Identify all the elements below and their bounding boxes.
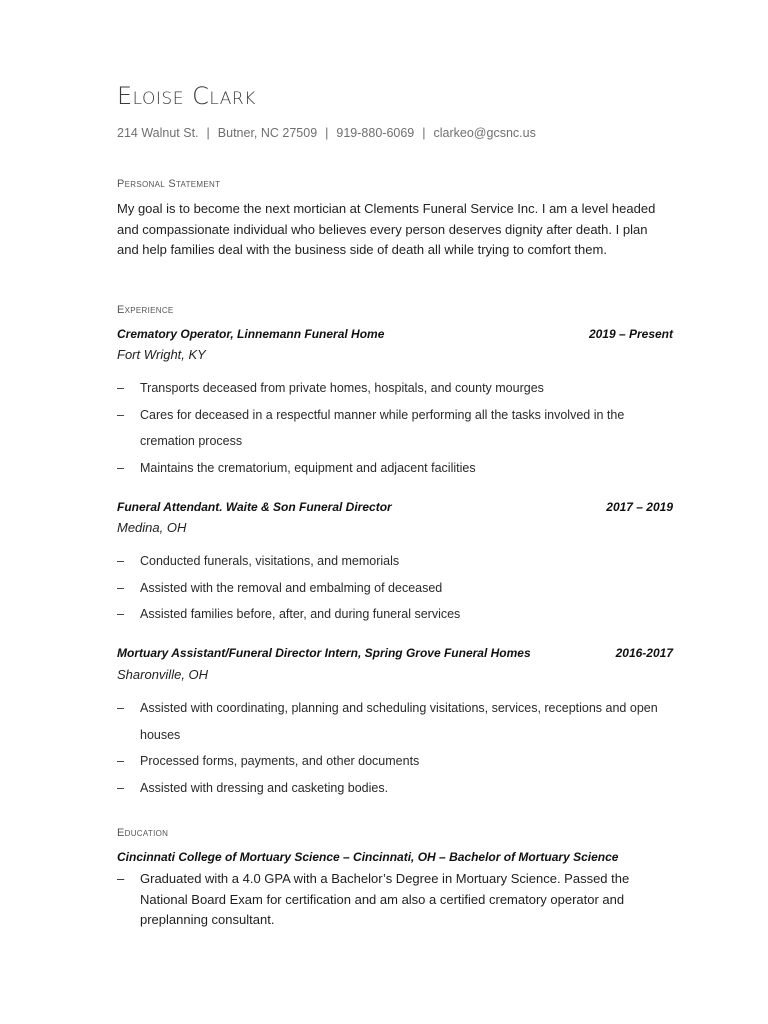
list-item: – Conducted funerals, visitations, and memorials (117, 548, 677, 575)
job-dates: 2019 – Present (588, 327, 673, 341)
list-item: – Assisted with the removal and embalming of deceased (117, 575, 677, 602)
candidate-name: Eloise Clark (117, 82, 256, 110)
list-item: – Cares for deceased in a respectful manner while performing all the tasks involved in the cremation process (117, 402, 677, 455)
list-item: – Assisted families before, after, and during funeral services (117, 601, 677, 628)
separator: | (422, 126, 426, 140)
education-heading: Cincinnati College of Mortuary Science – Cincinnati, OH – Bachelor of Mortuary Science (117, 850, 619, 864)
job-header (117, 646, 673, 660)
section-title-personal-statement: Personal Statement (117, 178, 221, 190)
job-bullets (117, 375, 677, 481)
list-item: – Graduated with a 4.0 GPA with a Bachelor’s Degree in Mortuary Science. Passed the National Board Exam for certification and am also a certified crematory operator and preplanning consultant. (117, 869, 677, 931)
job-header (117, 327, 673, 341)
job-location: Medina, OH (117, 520, 187, 535)
job-dates: 2017 – 2019 (606, 500, 673, 514)
list-item: – Assisted with dressing and casketing bodies. (117, 775, 677, 802)
list-item: – Maintains the crematorium, equipment and adjacent facilities (117, 455, 677, 482)
job-header (117, 500, 673, 514)
phone: 919-880-6069 (336, 126, 415, 140)
job-location: Fort Wright, KY (117, 347, 206, 362)
section-title-education: Education (117, 827, 169, 839)
contact-line (117, 126, 536, 140)
list-item: – Transports deceased from private homes, hospitals, and county mourges (117, 375, 677, 402)
section-title-experience: Experience (117, 304, 174, 316)
list-item: – Assisted with coordinating, planning and scheduling visitations, services, receptions and open houses (117, 695, 677, 748)
separator: | (206, 126, 210, 140)
email: clarkeo@gcsnc.us (433, 126, 536, 140)
job-bullets (117, 548, 677, 628)
job-title: Crematory Operator, Linnemann Funeral Home (117, 327, 385, 341)
job-dates: 2016-2017 (615, 646, 673, 660)
city: Butner, NC 27509 (217, 126, 318, 140)
job-location: Sharonville, OH (117, 667, 209, 682)
education-bullets (117, 869, 677, 931)
separator: | (325, 126, 329, 140)
personal-statement-text: My goal is to become the next mortician at Clements Funeral Service Inc. I am a level headed and compassionate individual who believes every person deserves dignity after death. I plan and help families deal with the business side of death all while trying to comfort them. (117, 201, 656, 257)
list-item: – Processed forms, payments, and other documents (117, 748, 677, 775)
address: 214 Walnut St. (117, 126, 199, 140)
job-title: Mortuary Assistant/Funeral Director Intern, Spring Grove Funeral Homes (117, 646, 531, 660)
job-title: Funeral Attendant. Waite & Son Funeral Director (117, 500, 392, 514)
job-bullets (117, 695, 677, 801)
